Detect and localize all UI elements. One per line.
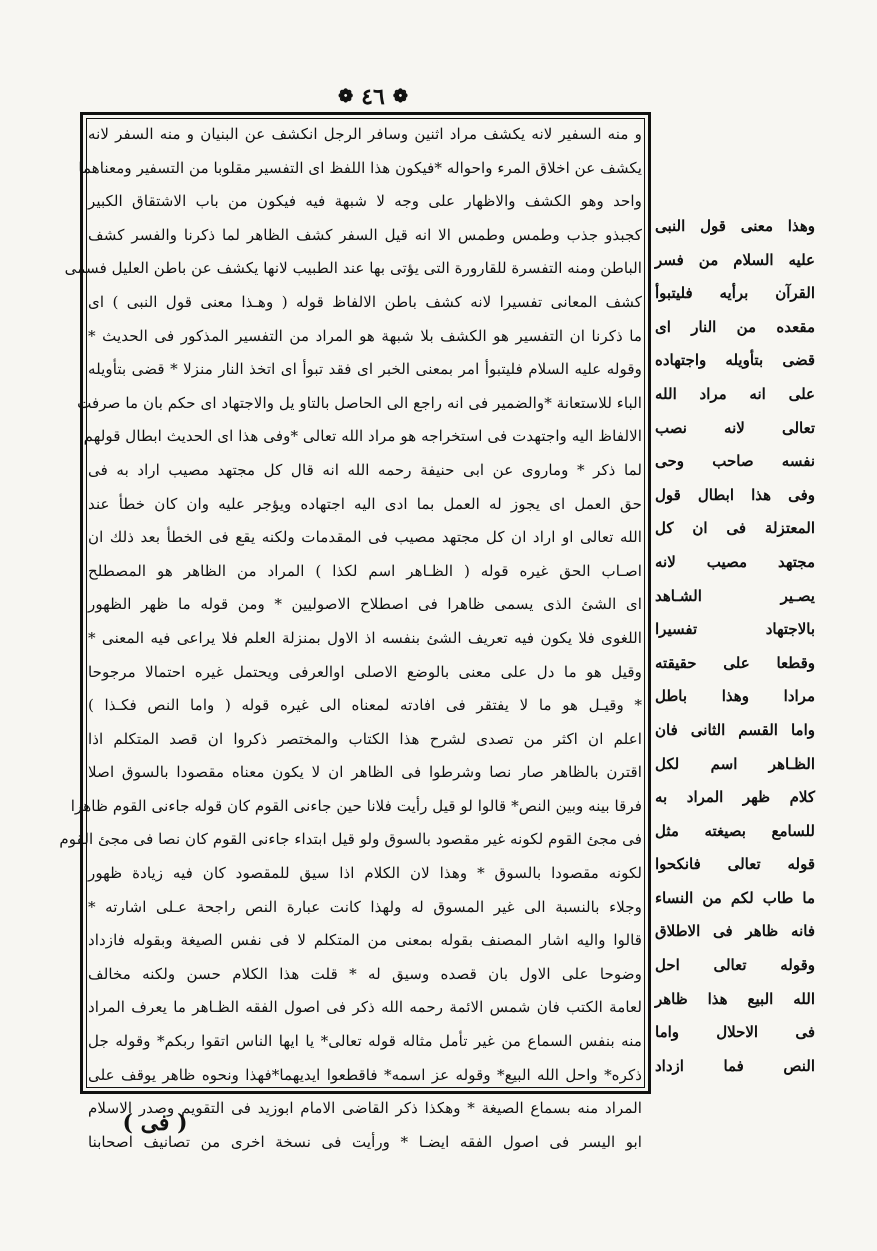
- margin-commentary-line: القرآن برأيه فليتبوأ: [655, 284, 815, 303]
- main-text-line: كشف المعانى تفسيرا لانه كشف باطن الالفاظ قوله ( وهـذا معنى قول النبى ) اى: [88, 292, 642, 311]
- main-text-line: اى الشئ الذى يسمى ظاهرا فى اصطلاح الاصوليين * ومن قوله ما ظهر الظهور: [88, 595, 642, 614]
- margin-commentary-line: المعتزلة فى ان كل: [655, 519, 815, 538]
- margin-commentary-line: ما طاب لكم من النساء: [655, 888, 815, 907]
- main-text-line: حق العمل اى يجوز له العمل بما ادى اليه اجتهاده ويؤجر عليه وان كان خطأ عند: [88, 494, 642, 513]
- margin-commentary-line: الظـاهر اسم لكل: [655, 754, 815, 773]
- main-text-line: ما ذكرنا ان التفسير هو الكشف بلا شبهة هو المراد من التفسير المذكور فى الحديث *: [88, 326, 642, 345]
- margin-commentary-line: مقعده من النار اى: [655, 317, 815, 336]
- main-text-line: لعامة الكتب فان شمس الائمة رحمه الله ذكر فى اصول الفقه الظـاهر ما يعرف المراد: [88, 998, 642, 1017]
- main-text-line: ابو اليسر فى اصول الفقه ايضـا * ورأيت فى نسخة اخرى من تصانيف اصحابنا: [88, 1132, 642, 1151]
- main-text-line: وقيل هو ما دل على معنى بالوضع الاصلى اوالعرفى ويحتمل غيره احتمالا مرجوحا: [88, 662, 642, 681]
- page-number: ٤٦: [361, 84, 385, 110]
- main-text-line: اقترن بالظاهر صار نصا وشرطوا فى الظاهر ان لا يكون معناه مقصودا بالسوق اصلا: [88, 763, 642, 782]
- main-text-line: وضوحا على الاول بان قصده وسيق له * قلت هذا الكلام حسن ولكنه مخالف: [88, 964, 642, 983]
- margin-commentary-line: قضى بتأويله واجتهاده: [655, 351, 815, 370]
- main-text-line: يكشف عن اخلاق المرء واحواله *فيكون هذا اللفظ اى التفسير مقلوبا من التسفير ومعناهما: [78, 158, 642, 177]
- main-text-block: [59, 118, 642, 1151]
- main-text-line: * وقيـل هو ما لا يفتقر فى افادته لمعناه الى غيره قوله ( واما النص فكـذا ): [88, 696, 642, 715]
- margin-commentary-line: وقطعا على حقيقته: [655, 653, 815, 672]
- main-text-line: و منه السفير لانه يكشف مراد اثنين وسافر الرجل انكشف عن البنيان و منه السفر لانه: [88, 125, 642, 143]
- main-text-line: ذكره* واحل الله البيع* وقوله عز اسمه* فاقطعوا ايديهما*فهذا ونحوه ظاهر يوقف على: [88, 1065, 642, 1084]
- ornament-right-icon: ❁: [392, 86, 408, 107]
- main-text-line: اللغوى فلا يكون فيه تعريف الشئ بنفسه اذ الاول بمنزلة العلم فلا يراعى فيه المعنى *: [88, 628, 642, 647]
- margin-commentary-line: فانه ظاهر فى الاطلاق: [655, 922, 815, 941]
- margin-commentary-line: كلام ظهر المراد به: [655, 788, 815, 807]
- main-text-line: فرقا بينه وبين النص* قالوا لو قيل رأيت فلانا حين جاءنى القوم كان قوله جاءنى القوم ظاهرا: [70, 796, 642, 815]
- margin-commentary-line: وهذا معنى قول النبى: [655, 217, 815, 235]
- margin-commentary-line: فى الاحلال واما: [655, 1023, 815, 1042]
- margin-commentary-line: بالاجتهاد تفسيرا: [655, 620, 815, 639]
- main-text-line: الالفاظ اليه واجتهدت فى استخراجه هو مراد الله تعالى *وفى هذا اى الحديث ابطال قولهم: [83, 427, 642, 446]
- margin-commentary-line: على انه مراد الله: [655, 384, 815, 403]
- margin-commentary-line: نفسه صاحب وحى: [655, 452, 815, 471]
- margin-commentary-line: وقوله تعالى احل: [655, 956, 815, 975]
- margin-commentary-line: عليه السلام من فسر: [655, 250, 815, 269]
- main-text-line: واحد وهو الكشف والاظهار على وجه لا شبهة فيه فيكون من باب الاشتقاق الكبير: [88, 192, 642, 211]
- main-text-line: الباطن ومنه التفسرة للقارورة التى يؤتى بها عند الطبيب لانها يكشف عن باطن العليل فسمى: [64, 259, 642, 278]
- main-text-line: وجلاء بالنسبة الى غير المسوق له ولهذا كانت عبارة النص راجحة عـلى اشارته *: [88, 897, 642, 916]
- margin-commentary-line: مرادا وهذا باطل: [655, 687, 815, 706]
- ornament-left-icon: ❁: [338, 86, 354, 107]
- main-text-line: منه بنفس السماع من غير تأمل مثاله قوله تعالى* يا ايها الناس اتقوا ربكم* وقوله جل: [88, 1032, 642, 1051]
- main-text-line: اعلم ان اكثر من تصدى لشرح هذا الكتاب والمختصر ذكروا ان قصد المتكلم اذا: [88, 729, 642, 748]
- margin-commentary-line: واما القسم الثانى فان: [655, 720, 815, 739]
- margin-commentary-line: وفى هذا ابطال قول: [655, 485, 815, 504]
- main-text-line: الباء للاستعانة *والضمير فى انه راجع الى الحاصل بالتاو يل والاجتهاد اى حكم بان ما صرفت: [77, 393, 642, 412]
- margin-commentary-line: للسامع بصيغته مثل: [655, 821, 815, 840]
- main-text-line: لكونه مقصودا بالسوق * وهذا لان الكلام اذا سيق للمقصود كان فيه زيادة ظهور: [88, 864, 642, 883]
- margin-commentary-line: مجتهد مصيب لانه: [655, 552, 815, 571]
- margin-commentary-line: يصـير الشـاهد: [655, 586, 815, 605]
- catchword: ( فى ): [122, 1110, 188, 1136]
- main-text-line: اصـاب الحق غيره قوله ( الظـاهر اسم لكذا ) المراد من الظاهر هو المصطلح: [88, 561, 642, 580]
- main-text-line: المراد منه بسماع الصيغة * وهكذا ذكر القاضى الامام ابوزيد فى التقويم وصدر الاسلام: [88, 1099, 642, 1118]
- main-text-line: لما ذكر * وماروى عن ابى حنيفة رحمه الله انه قال كل مجتهد مصيب اراد به فى: [88, 460, 642, 479]
- margin-commentary-line: قوله تعالى فانكحوا: [655, 855, 815, 874]
- margin-commentary-line: تعالى لانه نصب: [655, 418, 815, 437]
- main-text-line: قالوا واليه اشار المصنف بقوله بمعنى من المتكلم لا فى نفس الصيغة وبقوله فازداد: [88, 931, 642, 950]
- main-text-line: كجبذو جذب وطمس وطمس الا انه قيل السفر كشف الظاهر لما ذكرنا والفسر كشف: [88, 225, 642, 244]
- main-text-line: فى مجئ القوم لكونه غير مقصود بالسوق ولو قيل ابتداء جاءنى القوم كان نصا فى مجئ القوم: [59, 830, 642, 849]
- main-text-line: وقوله عليه السلام فليتبوأ امر بمعنى الخبر اى فقد تبوأ اى اتخذ النار منزلا * قضى بتأويله: [88, 360, 642, 379]
- page-number-header: [323, 80, 423, 114]
- margin-commentary-line: النص فما ازداد: [655, 1056, 815, 1075]
- margin-commentary: [655, 210, 815, 1075]
- margin-commentary-line: الله البيع هذا ظاهر: [655, 989, 815, 1008]
- main-text-line: الله تعالى او اراد ان كل مجتهد مصيب فى المقدمات ولكنه يقع فى الخطأ بعد ذلك ان: [88, 528, 642, 547]
